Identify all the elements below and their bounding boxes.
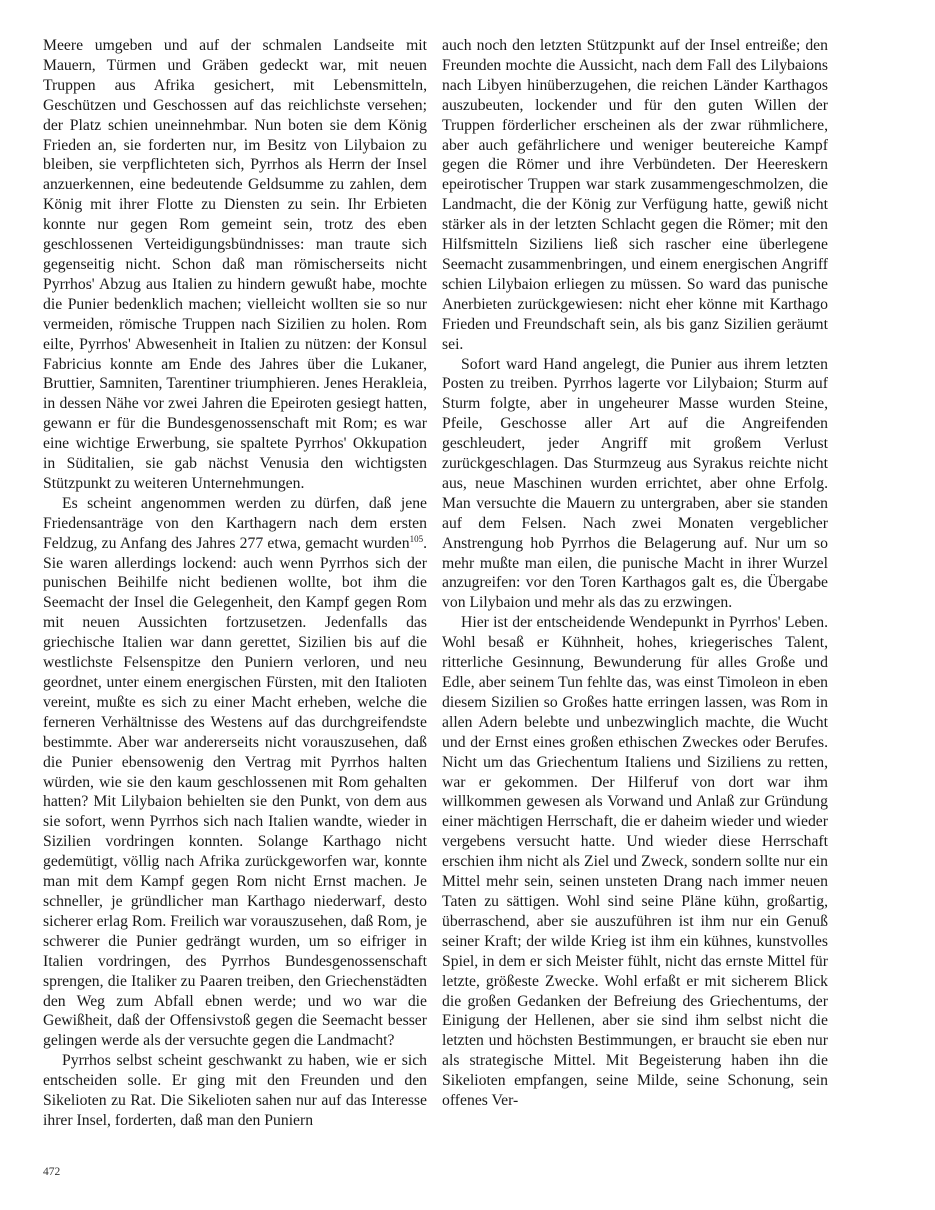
right-paragraph-3: Hier ist der entscheidende Wendepunkt in Pyrrhos' Leben. Wohl besaß er Kühnheit, hohes, kriegerisches Talent, ritterliche Gesinnung, Bewunderung für alles Große und Edle, aber seinem Tun fehlte das, was einst Timoleon in eben diesem Sizilien so Großes hatte erringen lassen, was Rom in allen Adern belebte und unbezwinglich machte, die Wucht und der Ernst eines großen ethischen Zweckes oder Berufes. Nicht um das Griechentum Italiens und Siziliens zu retten, war er gekommen. Der Hilferuf von dort war ihm willkommen gewesen als Vorwand und Anlaß zur Gründung einer mächtigen Herrschaft, die er daheim wieder und wieder vergebens versucht hatte. Und wieder diese Herrschaft erschien ihm nicht als Ziel und Zweck, sondern sollte nur ein Mittel mehr sein, seinen unsteten Drang nach immer neuen Taten zu sättigen. Wohl sind seine Pläne kühn, großartig, überraschend, aber sie auszuführen ist ihm nur ein Genuß seiner Kraft; der wilde Krieg ist ihm ein kühnes, kunstvolles Spiel, in dem er sich Meister fühlt, nicht das ernste Mittel für letzte, größeste Zwecke. Wohl erfaßt er mit sicherem Blick die großen Gedanken der Befreiung des Griechentums, der Einigung der Hellenen, aber sie sind ihm selbst nicht die letzten und höchsten Bestimmungen, er braucht sie eben nur als strategische Mittel. Mit Begeisterung haben ihn die Sikelioten empfangen, seine Milde, seine Schonung, sein offenes Ver- bbox=[442, 614, 828, 1110]
left-paragraph-2-text-b: . Sie waren allerdings lockend: auch wenn Pyrrhos sich der punischen Beihilfe nicht bedienen wollte, bot ihm die Seemacht der Insel die Gelegenheit, den Kampf gegen Rom mit neuen Aussichten fortzusetzen. Jedenfalls das griechische Italien war dann gerettet, Sizilien bis auf die westlichste Felsenspitze den Puniern verloren, und neu geordnet, unter einem energischen Fürsten, mit den Italioten vereint, mußte es sich zu einer Macht erheben, welche die ferneren Verhältnisse des Westens auf das durchgreifendste bestimmte. Aber war andererseits nicht vorauszusehen, daß die Punier ebensowenig den Vertrag mit Pyrrhos halten würden, wie sie den kaum geschlossenen mit Rom gehalten hatten? Mit Lilybaion behielten sie den Punkt, von dem aus sie sofort, wenn Pyrrhos sich nach Italien wandte, wieder in Sizilien vordringen konnten. Solange Karthago nicht gedemütigt, völlig nach Afrika zurückgeworfen war, konnte man mit dem Kampf gegen Rom nicht Ernst machen. Je schneller, je gründlicher man Karthago niederwarf, desto sicherer erlag Rom. Freilich war vorauszusehen, daß Rom, je schwerer die Punier gedrängt wurden, um so eifriger in Italien vordringen, des Pyrrhos Bundesgenossenschaft sprengen, die Italiker zu Paaren treiben, den Griechenstädten den Weg zum Abfall ebnen werde; und wo war die Gewißheit, daß der Offensivstoß gegen die Seemacht besser gelingen werde als der versuchte gegen die Landmacht? bbox=[43, 534, 427, 1050]
left-column bbox=[43, 36, 427, 1131]
left-paragraph-1: Meere umgeben und auf der schmalen Landseite mit Mauern, Türmen und Gräben gedeckt war, mit neuen Truppen aus Afrika gesichert, mit Lebensmitteln, Geschützen und Geschossen auf das reichlichste versehen; der Platz schien uneinnehmbar. Nun boten sie dem König Frieden an, sie forderten nur, im Besitz von Lilybaion zu bleiben, sie verpflichteten sich, Pyrrhos als Herrn der Insel anzuerkennen, eine bedeutende Geldsumme zu zahlen, dem König mit ihrer Flotte zu Diensten zu sein. Ihr Erbieten konnte nur gegen Rom gemeint sein, trotz des eben geschlossenen Verteidigungsbündnisses: man traute sich gegenseitig nicht. Schon daß man römischerseits nicht Pyrrhos' Abzug aus Italien zu hindern gewußt habe, mochte die Punier bedenklich machen; vielleicht wollten sie so nur vermeiden, römische Truppen nach Sizilien zu holen. Rom eilte, Pyrrhos' Abwesenheit in Italien zu nützen: der Konsul Fabricius konnte am Ende des Jahres über die Lukaner, Bruttier, Samniten, Tarentiner triumphieren. Jenes Herakleia, in dessen Nähe vor zwei Jahren die Epeiroten gesiegt hatten, gewann er für die Bundesgenossenschaft mit Rom; es war eine wichtige Erwerbung, sie spaltete Pyrrhos' Okkupation in Süditalien, sie gab nächst Venusia den wichtigsten Stützpunkt zu weiteren Unternehmungen. bbox=[43, 37, 427, 492]
page-number: 472 bbox=[43, 1166, 61, 1178]
footnote-marker[interactable]: 105 bbox=[409, 533, 424, 544]
right-paragraph-1: auch noch den letzten Stützpunkt auf der Insel entreiße; den Freunden mochte die Aussicht, nach dem Fall des Lilybaions nach Libyen hinüberzugehen, die reichen Länder Karthagos auszubeuten, lockender und für den guten Willen der Truppen förderlicher erscheinen als der zwar rühmlichere, aber auch gefährlichere und weniger beutereiche Kampf gegen die Römer und ihre Verbündeten. Der Heereskern epeirotischer Truppen war stark zusammengeschmolzen, die Landmacht, die der König zur Verfügung hatte, gewiß nicht stärker als in der letzten Schlacht gegen die Römer; mit den Hilfsmitteln Siziliens ließ sich rascher eine überlegene Seemacht zusammenbringen, und einem energischen Angriff schien Lilybaion erliegen zu müssen. So ward das punische Anerbieten zurückgewiesen: nicht eher könne mit Karthago Frieden und Freundschaft sein, als bis ganz Sizilien geräumt sei. bbox=[442, 37, 828, 353]
right-paragraph-2: Sofort ward Hand angelegt, die Punier aus ihrem letzten Posten zu treiben. Pyrrhos lagerte vor Lilybaion; Sturm auf Sturm folgte, aber in ungeheurer Masse wurden Steine, Pfeile, Geschosse aller Art auf die Angreifenden geschleudert, jeder Angriff mit großem Verlust zurückgeschlagen. Das Sturmzeug aus Syrakus reichte nicht aus, neue Maschinen wurden errichtet, aber ohne Erfolg. Man versuchte die Mauern zu untergraben, aber sie standen auf dem Felsen. Nach zwei Monaten vergeblicher Anstrengung hob Pyrrhos die Belagerung auf. Nur um so mehr mußte man eilen, die punische Macht in ihrer Wurzel anzugreifen: vor den Toren Karthagos galt es, die Übergabe von Lilybaion und mehr als das zu erzwingen. bbox=[442, 355, 828, 612]
left-paragraph-3: Pyrrhos selbst scheint geschwankt zu haben, wie er sich entscheiden solle. Er ging mit den Freunden und den Sikelioten zu Rat. Die Sikelioten sahen nur auf das Interesse ihrer Insel, forderten, daß man den Puniern bbox=[43, 1052, 427, 1129]
left-paragraph-2-text-a: Es scheint angenommen werden zu dürfen, daß jene Friedensanträge von den Karthagern nach dem ersten Feldzug, zu Anfang des Jahres 277 etwa, gemacht wurden bbox=[43, 494, 427, 552]
left-paragraph-2 bbox=[43, 494, 427, 1051]
right-column bbox=[442, 36, 828, 1111]
